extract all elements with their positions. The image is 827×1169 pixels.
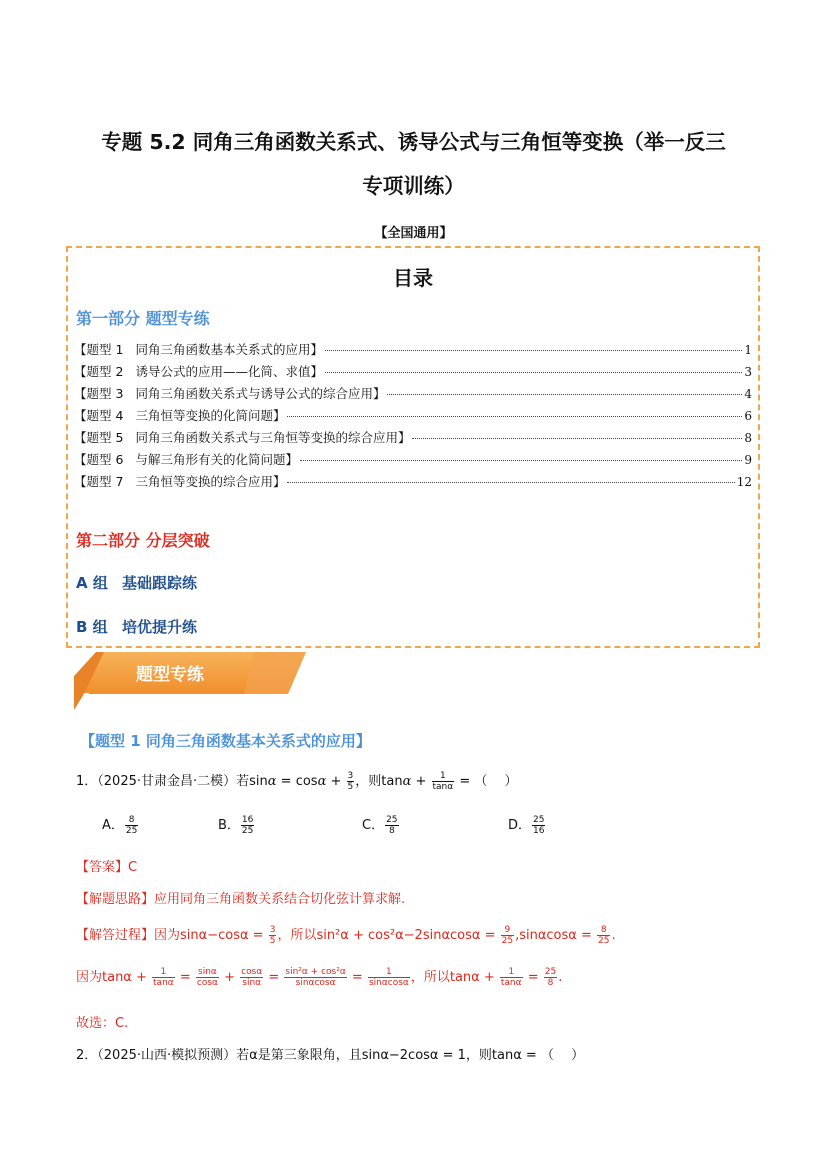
leader-dots — [287, 482, 734, 483]
toc-item[interactable]: 【题型 7 三角恒等变换的综合应用】 12 — [74, 474, 752, 489]
leader-dots — [325, 350, 742, 351]
leader-dots — [300, 460, 742, 461]
toc-item[interactable]: 【题型 5 同角三角函数关系式与三角恒等变换的综合应用】 8 — [74, 430, 752, 445]
leader-dots — [287, 416, 742, 417]
toc-page-number: 9 — [744, 453, 752, 467]
solution-idea: 【解题思路】应用同角三角函数关系结合切化弦计算求解. — [76, 892, 406, 907]
leader-dots — [387, 394, 742, 395]
toc-page-number: 8 — [744, 431, 752, 445]
leader-dots — [412, 438, 742, 439]
section-heading: 【题型 1 同角三角函数基本关系式的应用】 — [80, 732, 371, 750]
toc-page-number: 12 — [736, 475, 752, 489]
banner-number: 1 — [82, 690, 93, 708]
toc-group-a[interactable]: A 组 基础跟踪练 — [76, 574, 198, 592]
toc-item[interactable]: 【题型 3 同角三角函数关系式与诱导公式的综合应用】 4 — [74, 386, 752, 401]
toc-part-1-heading: 第一部分 题型专练 — [76, 309, 210, 328]
toc-item[interactable]: 【题型 1 同角三角函数基本关系式的应用】 1 — [74, 342, 752, 357]
solution-process-1: 【解答过程】因为sinα−cosα = $\frac{3}{5}$ ，所以sin²α + cos²α−2sinαcosα = $\frac{9}{25}$ ,sinαcosα = $\frac{8}{25}$ . — [76, 925, 616, 946]
toc-item[interactable]: 【题型 4 三角恒等变换的化简问题】 6 — [74, 408, 752, 423]
solution-process-2: 因为tanα + $\frac{1}{\tan\alpha}$ = $\frac{\sin\alpha}{\cos\alpha}$ + $\frac{\cos\alpha}{\sin\alpha}$ = $\frac{\text{sin²α + cos²α}}{\sin\alpha\cos\alpha}$ = $\frac{1}{\sin\alpha\cos\alpha}$ ，所以tanα + $\frac{1}{\tan\alpha}$ = $\frac{25}{8}$ . — [76, 967, 563, 988]
banner-stripe — [244, 652, 306, 694]
banner-text: 题型专练 — [136, 665, 204, 685]
toc-page-number: 1 — [744, 343, 752, 357]
toc-items — [74, 340, 752, 494]
toc-item[interactable]: 【题型 2 诱导公式的应用——化简、求值】 3 — [74, 364, 752, 379]
option-c[interactable]: C． $\frac{25}{8}$ — [362, 815, 398, 836]
toc-group-b[interactable]: B 组 培优提升练 — [76, 618, 198, 636]
table-of-contents — [66, 246, 760, 648]
answer-line: 【答案】C — [76, 860, 138, 875]
title-line-1: 专题 5.2 同角三角函数关系式、诱导公式与三角恒等变换（举一反三 — [101, 130, 726, 154]
option-d[interactable]: D． $\frac{25}{16}$ — [508, 815, 545, 836]
toc-title: 目录 — [393, 266, 433, 290]
scope-tag: 【全国通用】 — [374, 226, 453, 241]
toc-part-2-heading: 第二部分 分层突破 — [76, 531, 210, 550]
toc-item[interactable]: 【题型 6 与解三角形有关的化简问题】 9 — [74, 452, 752, 467]
toc-page-number: 6 — [744, 409, 752, 423]
title-line-2: 专项训练） — [362, 174, 465, 198]
option-b[interactable]: B． $\frac{16}{25}$ — [218, 815, 254, 836]
toc-page-number: 3 — [744, 365, 752, 379]
choose-line: 故选：C. — [76, 1016, 129, 1031]
question-2-stem: 2．（2025·山西·模拟预测）若α是第三象限角，且sinα−2cosα = 1，则tanα = （ ） — [76, 1048, 585, 1063]
section-banner — [74, 652, 314, 710]
document-title — [60, 120, 767, 208]
toc-page-number: 4 — [744, 387, 752, 401]
question-1-stem: 1．（2025·甘肃金昌·二模）若sinα = cosα + $\frac{3}{5}$ ，则tanα + $\frac{1}{\tan\alpha}$ = （ ） — [76, 771, 518, 792]
leader-dots — [325, 372, 742, 373]
option-a[interactable]: A． $\frac{8}{25}$ — [102, 815, 138, 836]
